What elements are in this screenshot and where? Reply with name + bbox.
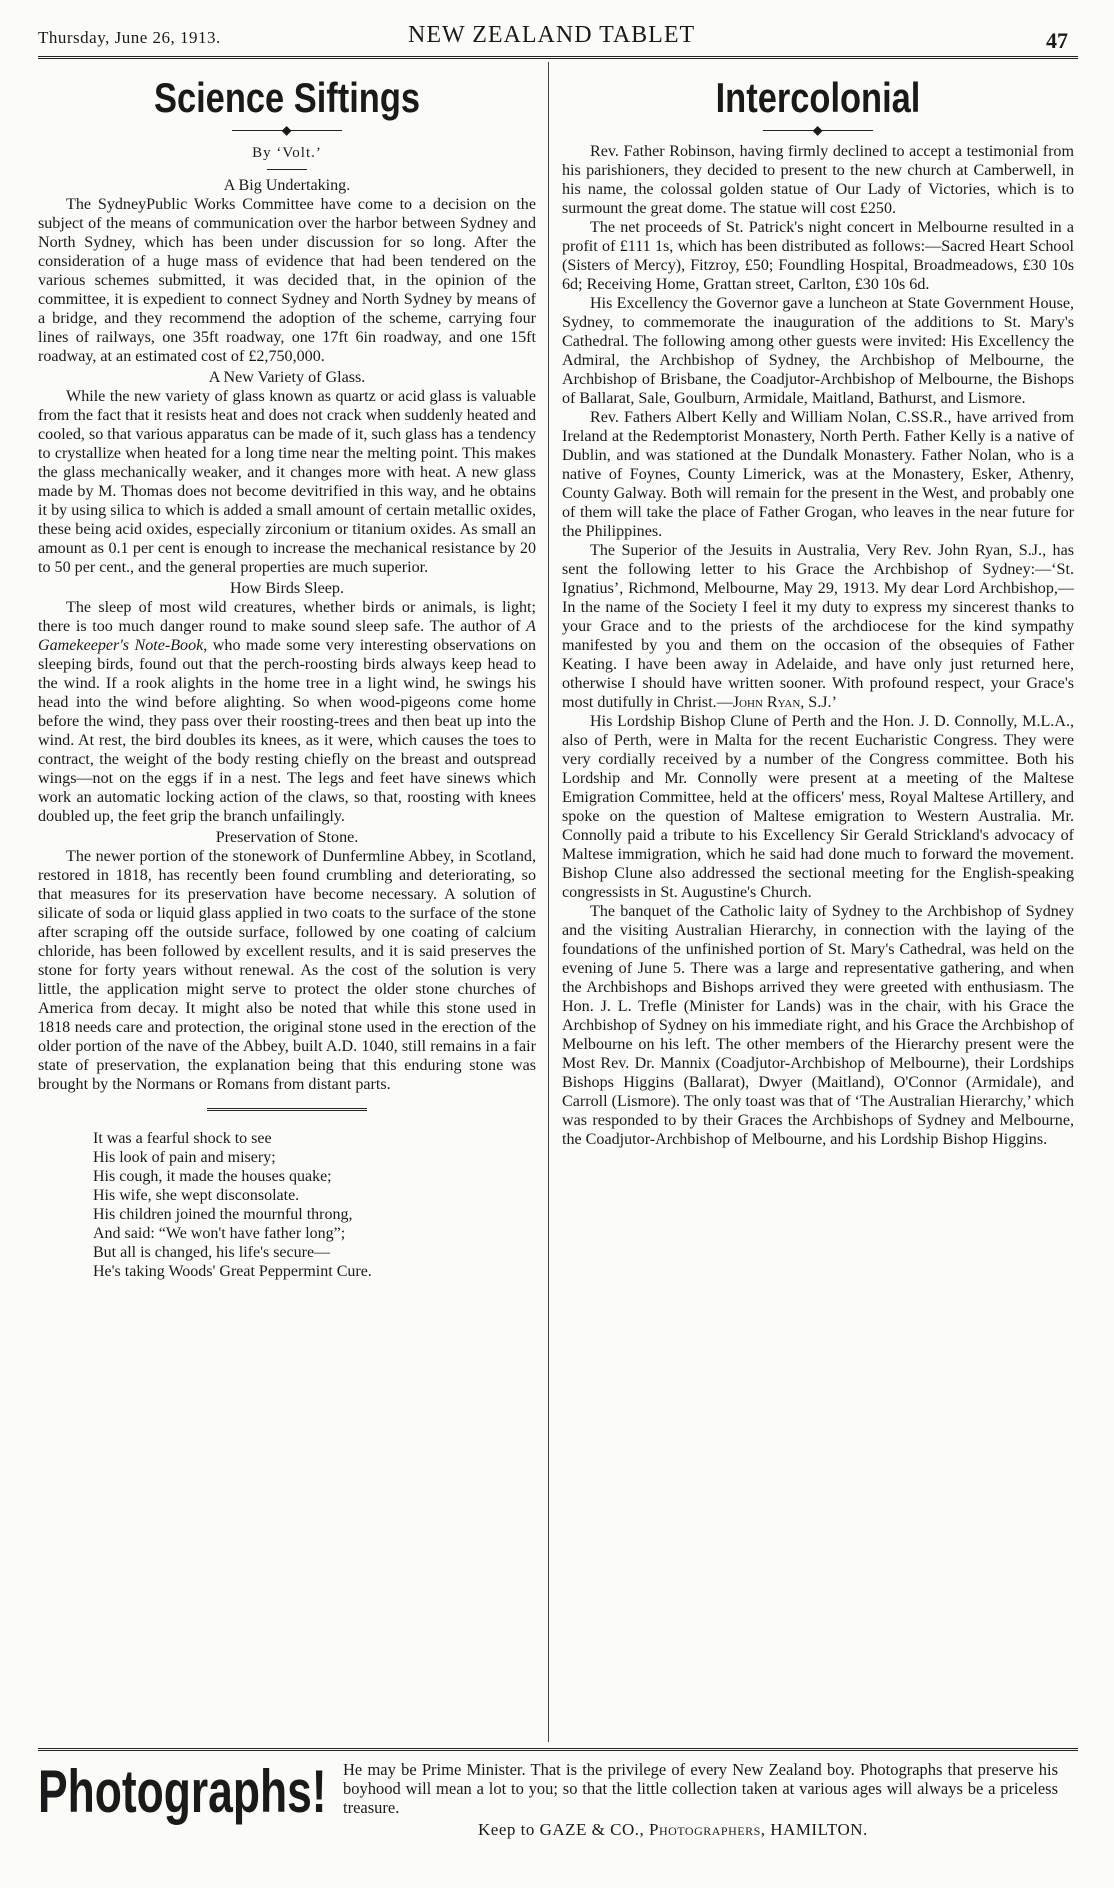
poem-line: He's taking Woods' Great Peppermint Cure.	[93, 1263, 372, 1280]
byline-rule	[267, 169, 307, 170]
poem-rule	[207, 1108, 367, 1111]
article-paragraph: The sleep of most wild creatures, whether birds or animals, is light; there is too much danger round to make sound sleep safe. The author of A Gamekeeper's Note-Book, who made some very interesting observations on sleeping birds, found out that the perch-roosting birds always keep head to the wind. If a rook alights in the home tree in a light wind, he swings his head into the wind before alighting. So when wood-pigeons come home before the wind, they pass over their roosting-trees and then beat up into the wind. At rest, the bird doubles its knees, as it were, which causes the toes to contract, the weight of the body resting chiefly on the breast and outspread wings—not on the eggs if in a nest. The legs and feet have sinews which work an automatic locking action of the claws, so that, roosting with knees doubled up, the feet grip the branch unfailingly.	[38, 599, 536, 825]
poem-line: It was a fearful shock to see	[93, 1130, 272, 1147]
article-paragraph: While the new variety of glass known as quartz or acid glass is valuable from the fact that it resists heat and does not crack when suddenly heated and cooled, so that various apparatus can be made of it, such glass has a tendency to crystallize when heated for a long time near the melting point. This makes the glass mechanically weaker, and it changes more with heat. A new glass made by M. Thomas does not become devitrified in this way, and he obtains it by using silica to which is added a small amount of certain metallic oxides, these being acid oxides, especially zirconium or titanium oxides. As small an amount as 0.1 per cent is enough to increase the mechanical resistance by 20 to 50 per cent., and the general properties are much superior.	[38, 388, 536, 576]
poem-line: His cough, it made the houses quake;	[93, 1168, 332, 1185]
poem-line: His wife, she wept disconsolate.	[93, 1187, 300, 1204]
intercolonial-title: Intercolonial	[715, 74, 921, 121]
letter-signature: John Ryan, S.J.’	[732, 694, 837, 711]
article-paragraph: Rev. Father Robinson, having firmly declined to accept a testimonial from his parishioners, they decided to present to the new church at Camberwell, in his name, the colossal golden statue of Our Lady of Victories, which is to surmount the great dome. The statue will cost £250.	[562, 143, 1074, 217]
photographs-advert	[38, 1756, 1078, 1866]
article-paragraph: His Excellency the Governor gave a luncheon at State Government House, Sydney, to commemorate the inauguration of the additions to St. Mary's Cathedral. The following among other guests were invited: His Excellency the Admiral, the Archbishop of Sydney, the Archbishop of Melbourne, the Archbishop of Brisbane, the Coadjutor-Archbishop of Melbourne, the Bishops of Ballarat, Sale, Goulburn, Armidale, Maitland, Bathurst, and Lismore.	[562, 295, 1074, 407]
header-rule	[38, 56, 1078, 59]
issue-date: Thursday, June 26, 1913.	[38, 28, 221, 47]
section-heading: How Birds Sleep.	[230, 580, 344, 597]
poem-line: His look of pain and misery;	[93, 1149, 276, 1166]
advert-text: He may be Prime Minister. That is the privilege of every New Zealand boy. Photographs that preserve his boyhood will mean a lot to you; so that the little collection taken at various ages will always be a priceless treasure.	[343, 1760, 1058, 1817]
article-paragraph: His Lordship Bishop Clune of Perth and the Hon. J. D. Connolly, M.L.A., also of Perth, were in Malta for the recent Eucharistic Congress. They were very cordially received by a number of the Congress committee. Both his Lordship and Mr. Connolly were present at a meeting of the Maltese Emigration Committee, held at the officers' mess, Royal Maltese Artillery, and spoke on the question of Maltese emigration to Western Australia. Mr. Connolly paid a tribute to his Excellency Sir Gerald Strickland's advocacy of Maltese immigration, which he said had done much to forward the movement. Bishop Clune also addressed the sectional meeting for the English-speaking congressists in St. Augustine's Church.	[562, 713, 1074, 901]
byline: By ‘Volt.’	[252, 145, 322, 161]
title-ornament: ◆	[38, 124, 536, 138]
advert-headline: Photographs!	[38, 1758, 327, 1825]
section-heading: A New Variety of Glass.	[208, 369, 366, 386]
book-title: A Gamekeeper's Note-Book	[38, 618, 536, 654]
page-number: 47	[1046, 28, 1068, 53]
poem-line: And said: “We won't have father long”;	[93, 1225, 346, 1242]
science-title: Science Siftings	[153, 74, 421, 121]
title-ornament: ◆	[562, 124, 1074, 138]
section-heading: A Big Undertaking.	[223, 177, 351, 194]
advert-signature: Keep to GAZE & CO., Photographers, HAMILTON.	[478, 1820, 868, 1839]
science-column	[38, 66, 536, 1281]
poem-line: His children joined the mournful throng,	[93, 1206, 353, 1223]
intercolonial-column	[562, 66, 1074, 1149]
newspaper-title: NEW ZEALAND TABLET	[408, 22, 696, 48]
article-paragraph: Rev. Fathers Albert Kelly and William Nolan, C.SS.R., have arrived from Ireland at the Redemptorist Monastery, North Perth. Father Kelly is a native of Dublin, and was stationed at the Dundalk Monastery. Father Nolan, who is a native of Foynes, County Limerick, was at the Monastery, Esker, Athenry, County Galway. Both will remain for the present in the West, and probably one of them will take the place of Father Grogan, who leaves in the near future for the Philippines.	[562, 409, 1074, 540]
poem-line: But all is changed, his life's secure—	[93, 1244, 331, 1261]
article-paragraph: The newer portion of the stonework of Dunfermline Abbey, in Scotland, restored in 1818, has recently been found crumbling and deteriorating, so that measures for its preservation have become necessary. A solution of silicate of soda or liquid glass applied in two coats to the surface of the stone after scraping off the outside surface, followed by one coating of calcium chloride, has been followed by excellent results, and it is said preserves the stone for forty years without renewal. As the cost of the solution is very little, the application might serve to protect the older stone churches of America from decay. It might also be noted that while this stone used in 1818 needs care and protection, the original stone used in the erection of the older portion of the nave of the Abbey, built A.D. 1040, still remains in a fair state of preservation, the explanation being that this enduring stone was brought by the Normans or Romans from distant parts.	[38, 848, 536, 1093]
article-paragraph: The Superior of the Jesuits in Australia, Very Rev. John Ryan, S.J., has sent the following letter to his Grace the Archbishop of Sydney:—‘St. Ignatius’, Richmond, Melbourne, May 29, 1913. My dear Lord Archbishop,—In the name of the Society I feel it my duty to express my sincerest thanks to your Grace and to the priests of the archdiocese for the kind sympathy manifested by you and them on the occasion of the obsequies of Father Keating. I have been away in Adelaide, and have only just returned here, otherwise I should have written sooner. With profound respect, your Grace's most dutifully in Christ.—John Ryan, S.J.’	[562, 542, 1074, 711]
article-paragraph: The net proceeds of St. Patrick's night concert in Melbourne resulted in a profit of £111 1s, which has been distributed as follows:—Sacred Heart School (Sisters of Mercy), Fitzroy, £50; Foundling Hospital, Broadmeadows, £30 10s 6d; Receiving Home, Grattan street, Carlton, £30 10s 6d.	[562, 219, 1074, 293]
article-paragraph: The SydneyPublic Works Committee have come to a decision on the subject of the means of communication over the harbor between Sydney and North Sydney, which has been under discussion for so long. After the consideration of a huge mass of evidence that had been tendered on the various schemes submitted, it was decided that, in the opinion of the committee, it is expedient to connect Sydney and North Sydney by means of a bridge, and they recommend the adoption of the scheme, carrying four lines of railways, one 35ft roadway, one 17ft 6in roadway, and one 15ft roadway, at an estimated cost of £2,750,000.	[38, 196, 536, 365]
article-paragraph: The banquet of the Catholic laity of Sydney to the Archbishop of Sydney and the visiting Australian Hierarchy, in connection with the laying of the foundations of the unfinished portion of St. Mary's Cathedral, was held on the evening of June 5. There was a large and representative gathering, and when the Archbishops and Bishops arrived they were greeted with enthusiasm. The Hon. J. L. Trefle (Minister for Lands) was in the chair, with his Grace the Archbishop of Sydney on his immediate right, and his Grace the Archbishop of Melbourne on his left. The other members of the Hierarchy present were the Most Rev. Dr. Mannix (Coadjutor-Archbishop of Melbourne), their Lordships Bishops Higgins (Ballarat), Dwyer (Maitland), O'Connor (Armidale), and Carroll (Lismore). The only toast was that of ‘The Australian Hierarchy,’ which was responded to by their Graces the Archbishops of Sydney and Melbourne, the Coadjutor-Archbishop of Melbourne, and his Lordship Bishop Higgins.	[562, 903, 1074, 1148]
page-header	[38, 22, 1078, 52]
advert-poem	[38, 1129, 536, 1281]
column-divider	[548, 62, 549, 1742]
footer-rule	[38, 1748, 1078, 1751]
section-heading: Preservation of Stone.	[215, 829, 359, 846]
